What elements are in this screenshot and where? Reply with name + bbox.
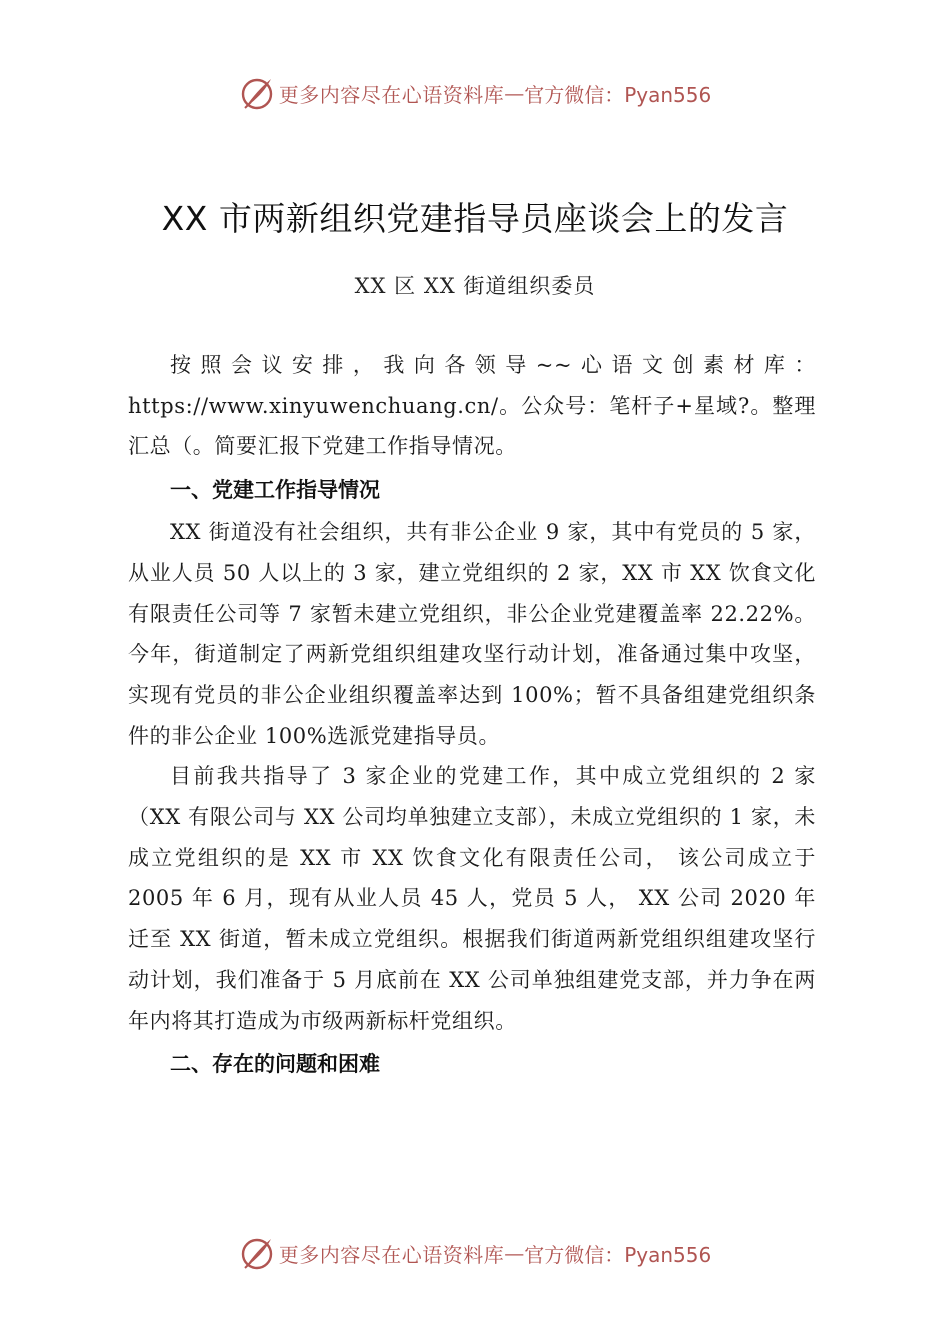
watermark-text: 更多内容尽在心语资料库 <box>278 82 505 107</box>
quill-pen-logo-icon <box>239 75 275 111</box>
section-heading-2: 二、存在的问题和困难 <box>170 1052 380 1077</box>
watermark-contact: 官方微信：Pyan556 <box>524 1242 712 1267</box>
watermark-text: 更多内容尽在心语资料库 <box>278 1242 505 1267</box>
body-paragraph: 目前我共指导了 3 家企业的党建工作，其中成立党组织的 2 家（XX 有限公司与 XX 公司均单独建立支部），未成立党组织的 1 家，未成立党组织的是 XX 市 XX 饮食文化有限责任公司， 该公司成立于 2005 年 6 月，现有从业人员 45 人，党员 5 人， XX 公司 2020 年迁至 XX 街道，暂未成立党组织。根据我们街道两新党组织组建攻坚行动计划，我们准备于 5 月底前在 XX 公司单独组建党支部，并力争在两年内将其打造成为市级两新标杆党组织。 <box>128 764 816 1033</box>
body-paragraph: XX 街道没有社会组织，共有非公企业 9 家，其中有党员的 5 家，从业人员 50 人以上的 3 家，建立党组织的 2 家，XX 市 XX 饮食文化有限责任公司等 7 家暂未建立党组织，非公企业党建覆盖率 22.22%。今年，街道制定了两新党组织组建攻坚行动计划，准备通过集中攻坚，实现有党员的非公企业组织覆盖率达到 100%；暂不具备组建党组织条件的非公企业 100%选派党建指导员。 <box>128 520 816 748</box>
intro-paragraph: 按照会议安排，我向各领导~~心语文创素材库：https://www.xinyuwenchuang.cn/。公众号：笔杆子+星域?。整理汇总（。简要汇报下党建工作指导情况。 <box>128 353 816 459</box>
section-heading-1: 一、党建工作指导情况 <box>170 478 380 503</box>
watermark-contact: 官方微信：Pyan556 <box>524 82 712 107</box>
watermark-separator: — <box>504 81 525 105</box>
document-author: XX 区 XX 街道组织委员 <box>354 274 596 298</box>
document-body <box>128 345 816 1086</box>
watermark-separator: — <box>504 1241 525 1265</box>
document-title: XX 市两新组织党建指导员座谈会上的发言 <box>161 199 789 238</box>
quill-pen-logo-icon <box>239 1235 275 1271</box>
header-watermark-banner <box>0 73 950 113</box>
footer-watermark-banner <box>0 1233 950 1273</box>
